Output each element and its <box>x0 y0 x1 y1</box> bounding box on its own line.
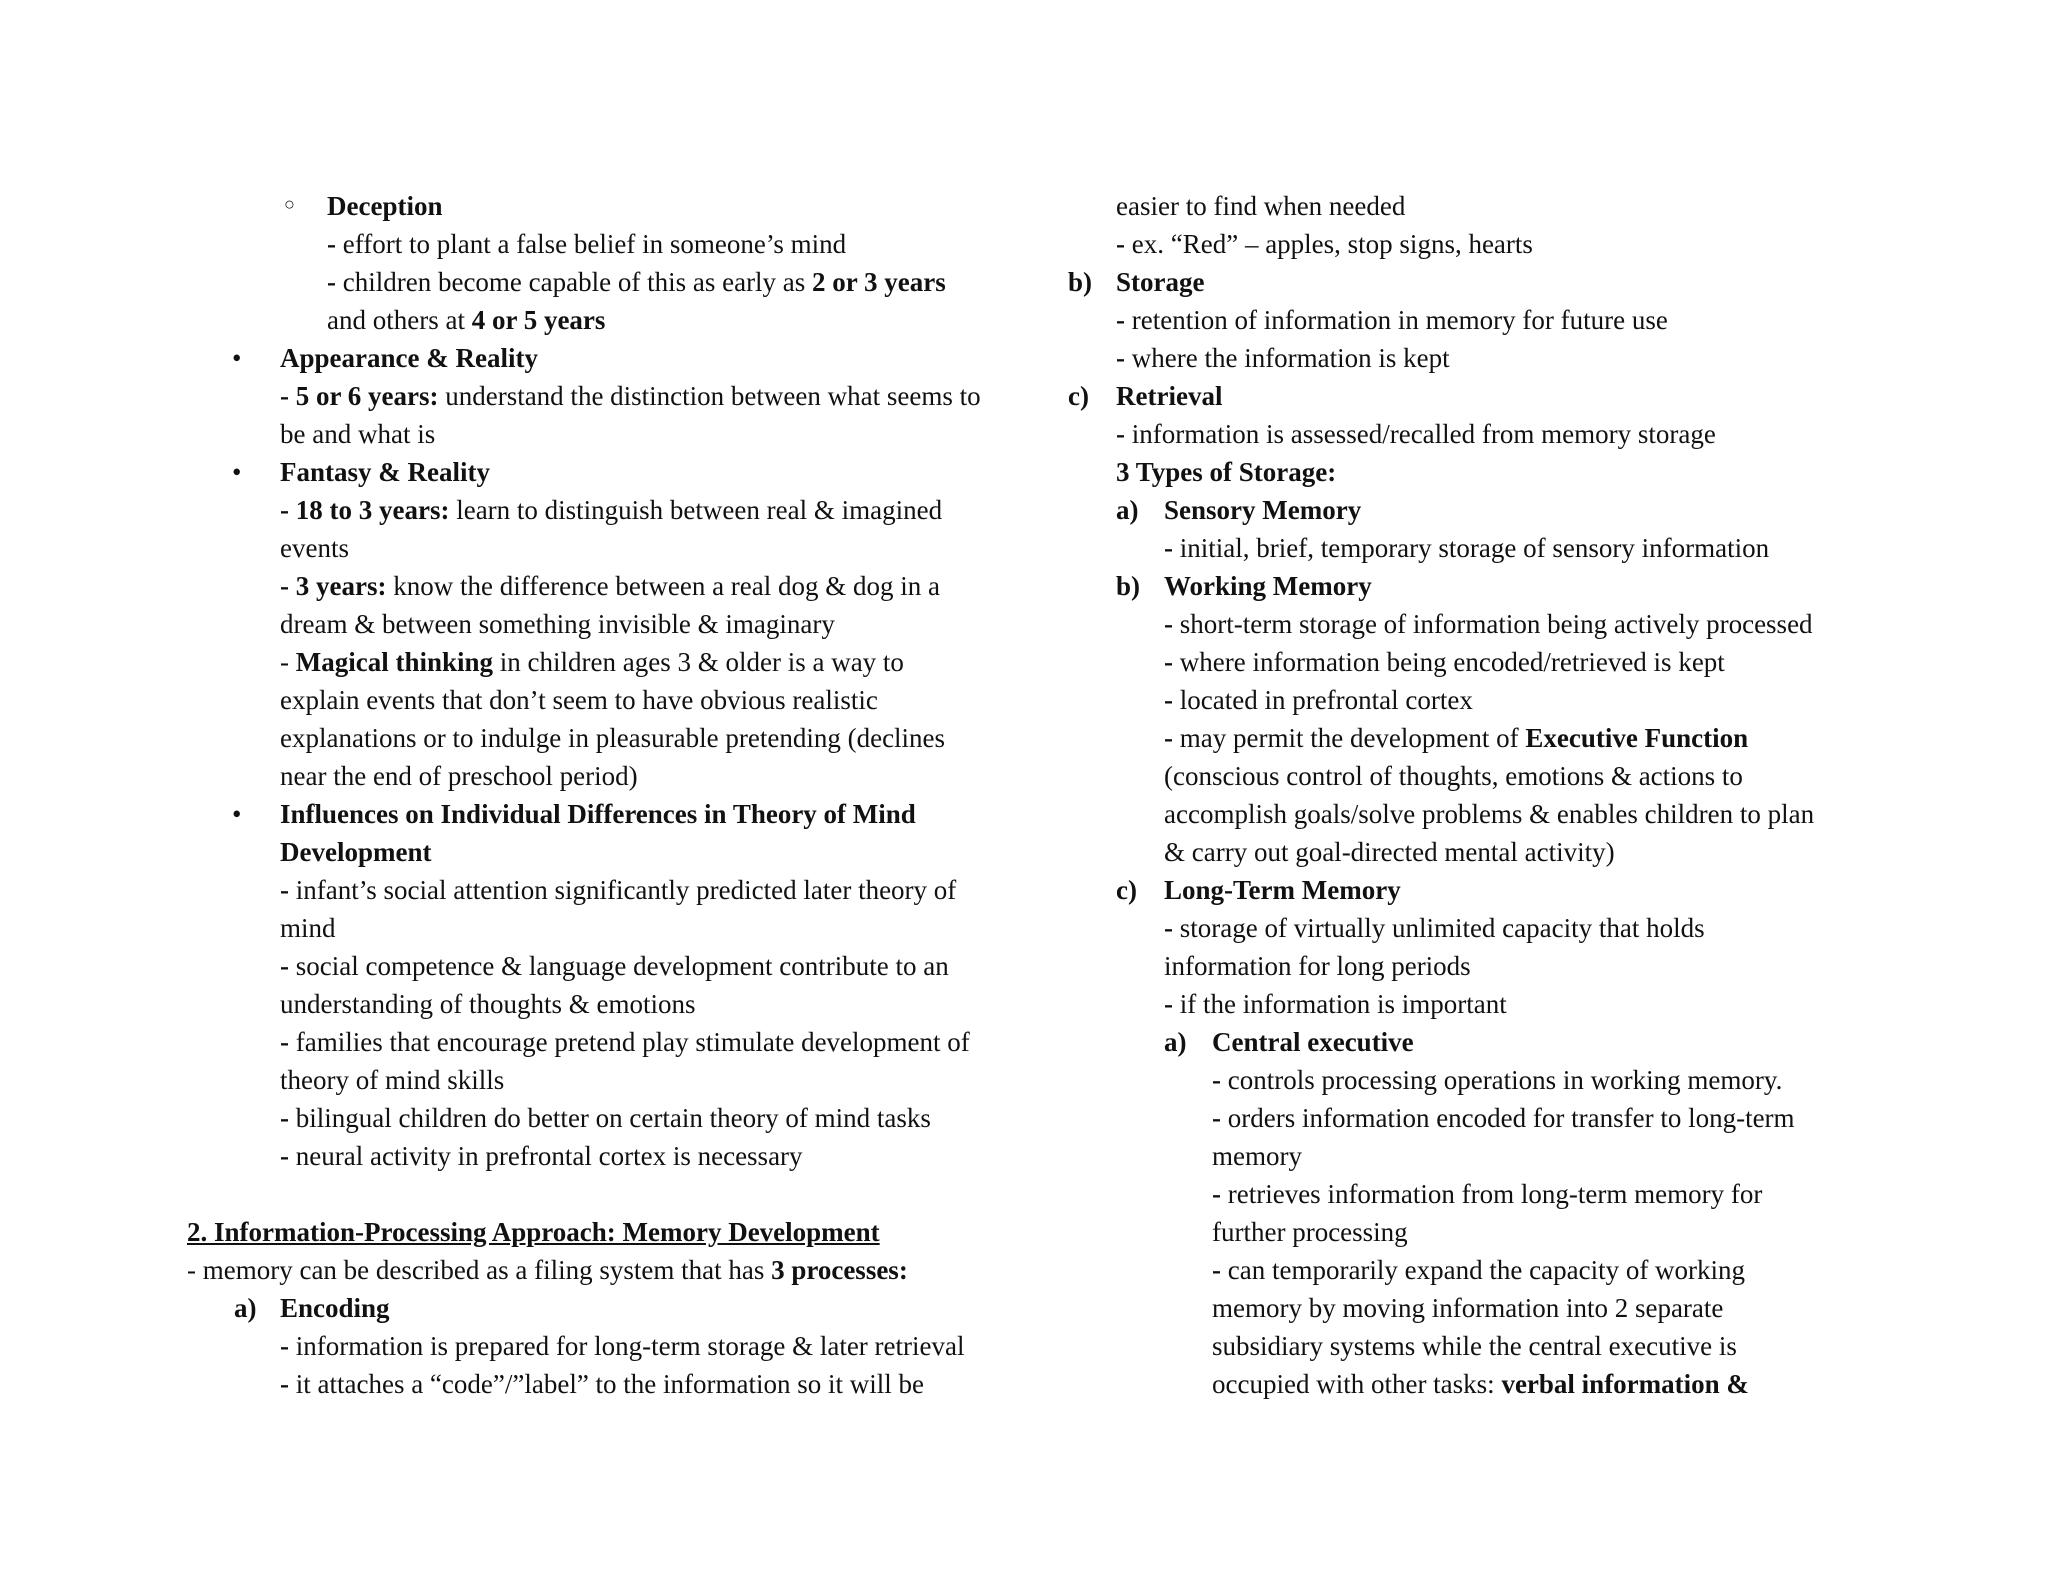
text-line <box>187 377 1037 415</box>
text-run: infant’s social attention significantly predicted later theory of <box>295 875 957 905</box>
line-text <box>280 719 1037 757</box>
text-run: theory of mind skills <box>280 1065 505 1095</box>
bold-run: Appearance & Reality <box>280 343 538 373</box>
text-line <box>1068 985 1898 1023</box>
text-line <box>1068 1099 1898 1137</box>
list-letter-marker: b) <box>1116 571 1141 601</box>
text-line <box>187 491 1037 529</box>
text-run: families that encourage pretend play stimulate development of <box>295 1027 970 1057</box>
line-text <box>1164 757 1898 795</box>
bold-run: - <box>1164 609 1180 639</box>
text-line <box>1068 833 1898 871</box>
line-text <box>1164 605 1898 643</box>
line-text <box>280 1137 1037 1175</box>
bold-run: - <box>280 1141 296 1171</box>
list-item <box>1068 567 1898 605</box>
text-run: explain events that don’t seem to have obvious realistic <box>280 685 878 715</box>
bold-run: verbal information & <box>1501 1369 1749 1399</box>
line-text <box>280 947 1037 985</box>
list-item <box>187 1289 1037 1327</box>
line-text <box>280 415 1037 453</box>
line-text <box>1116 263 1898 301</box>
bold-run: - <box>280 1103 296 1133</box>
bold-run: Fantasy & Reality <box>280 457 490 487</box>
line-text <box>1212 1023 1898 1061</box>
line-text <box>1164 529 1898 567</box>
line-text <box>280 1023 1037 1061</box>
bold-run: 2. Information-Processing Approach: Memory Development <box>187 1217 880 1247</box>
line-text <box>1164 947 1898 985</box>
text-run: (conscious control of thoughts, emotions & actions to <box>1164 761 1743 791</box>
bold-run: - <box>280 1369 296 1399</box>
line-text <box>187 1251 1037 1289</box>
line-text <box>1164 681 1898 719</box>
bold-run: - <box>1164 647 1180 677</box>
text-line <box>187 1327 1037 1365</box>
text-run: understanding of thoughts & emotions <box>280 989 696 1019</box>
list-item <box>187 187 1037 225</box>
text-run: storage of virtually unlimited capacity that holds <box>1179 913 1705 943</box>
text-line <box>1068 719 1898 757</box>
list-letter-marker: a) <box>1116 495 1139 525</box>
line-text <box>280 491 1037 529</box>
line-text <box>1164 833 1898 871</box>
text-run: & carry out goal-directed mental activity) <box>1164 837 1615 867</box>
line-text <box>280 605 1037 643</box>
line-text <box>1116 377 1898 415</box>
bold-run: - 3 years: <box>280 571 394 601</box>
text-line <box>1068 947 1898 985</box>
text-line <box>1068 909 1898 947</box>
line-text <box>280 833 1037 871</box>
text-line <box>187 1061 1037 1099</box>
line-text <box>280 871 1037 909</box>
bold-run: - <box>1116 419 1132 449</box>
text-line <box>1068 795 1898 833</box>
line-text <box>1116 339 1898 377</box>
list-item <box>187 453 1037 491</box>
right-column <box>1068 187 1898 1403</box>
text-run: events <box>280 533 349 563</box>
bold-run: - 18 to 3 years: <box>280 495 457 525</box>
bold-run: - <box>1212 1065 1228 1095</box>
line-text <box>327 263 1037 301</box>
bold-run: Working Memory <box>1164 571 1372 601</box>
list-letter-marker: a) <box>1164 1027 1187 1057</box>
list-letter-marker: a) <box>234 1293 257 1323</box>
text-line <box>187 681 1037 719</box>
line-text <box>280 681 1037 719</box>
line-text <box>1116 301 1898 339</box>
text-run: where information being encoded/retrieved is kept <box>1179 647 1725 677</box>
left-column <box>187 187 1037 1403</box>
line-text <box>280 1099 1037 1137</box>
line-text <box>327 225 1037 263</box>
text-line <box>1068 1137 1898 1175</box>
line-text <box>280 1327 1037 1365</box>
text-line <box>1068 681 1898 719</box>
bold-run: Central executive <box>1212 1027 1414 1057</box>
bold-run: - <box>1164 723 1180 753</box>
text-line <box>1068 605 1898 643</box>
bold-run: Encoding <box>280 1293 390 1323</box>
line-text <box>327 301 1037 339</box>
line-text <box>1212 1289 1898 1327</box>
line-text <box>280 567 1037 605</box>
bold-run: Executive Function <box>1525 723 1749 753</box>
text-line <box>187 301 1037 339</box>
bold-run: Deception <box>327 191 443 221</box>
text-run: know the difference between a real dog & dog in a <box>393 571 941 601</box>
bold-run: Sensory Memory <box>1164 495 1362 525</box>
line-text <box>280 1365 1037 1403</box>
bold-run: 3 Types of Storage: <box>1116 457 1337 487</box>
text-run: mind <box>280 913 336 943</box>
line-text <box>280 377 1037 415</box>
bold-run: Development <box>280 837 432 867</box>
text-line <box>187 1137 1037 1175</box>
text-line <box>187 757 1037 795</box>
bold-run: - <box>1116 305 1132 335</box>
text-line <box>187 1023 1037 1061</box>
bold-run: - <box>327 267 343 297</box>
bold-run: - 5 or 6 years: <box>280 381 446 411</box>
line-text <box>280 1289 1037 1327</box>
bold-run: - <box>1116 343 1132 373</box>
line-text <box>280 339 1037 377</box>
bold-run: - <box>280 951 296 981</box>
line-text <box>280 453 1037 491</box>
text-line <box>1068 529 1898 567</box>
text-line <box>187 1099 1037 1137</box>
bullet-icon: ○ <box>284 194 295 214</box>
text-run: - <box>280 647 296 677</box>
bold-run: 2 or 3 years <box>812 267 946 297</box>
text-line <box>1068 187 1898 225</box>
line-text <box>1212 1099 1898 1137</box>
text-line <box>1068 1289 1898 1327</box>
text-run: may permit the development of <box>1179 723 1526 753</box>
line-text <box>1116 225 1898 263</box>
text-run: neural activity in prefrontal cortex is necessary <box>295 1141 803 1171</box>
text-run: information is prepared for long-term storage & later retrieval <box>295 1331 965 1361</box>
text-line <box>187 871 1037 909</box>
line-text <box>1212 1061 1898 1099</box>
list-letter-marker: b) <box>1068 267 1093 297</box>
text-run: retention of information in memory for future use <box>1131 305 1668 335</box>
bold-run: - <box>280 1027 296 1057</box>
bold-run: 4 or 5 years <box>471 305 606 335</box>
text-run: in children ages 3 & older is a way to <box>493 647 904 677</box>
line-text <box>1164 795 1898 833</box>
text-run: further processing <box>1212 1217 1408 1247</box>
text-line <box>187 833 1037 871</box>
text-line <box>187 567 1037 605</box>
text-run: information for long periods <box>1164 951 1471 981</box>
line-text <box>280 985 1037 1023</box>
list-item <box>187 795 1037 833</box>
bold-run: - <box>1164 989 1180 1019</box>
text-line <box>1068 1175 1898 1213</box>
text-line <box>187 1251 1037 1289</box>
text-run: controls processing operations in working memory. <box>1227 1065 1783 1095</box>
text-run: subsidiary systems while the central executive is <box>1212 1331 1737 1361</box>
text-run: explanations or to indulge in pleasurable pretending (declines <box>280 723 946 753</box>
line-text <box>1116 415 1898 453</box>
line-text <box>1212 1175 1898 1213</box>
bullet-icon: • <box>232 343 242 373</box>
text-line <box>187 643 1037 681</box>
text-line <box>187 719 1037 757</box>
bold-run: - <box>1164 913 1180 943</box>
text-line <box>1068 339 1898 377</box>
bold-run: - <box>1116 229 1132 259</box>
line-text <box>280 757 1037 795</box>
bold-run: Retrieval <box>1116 381 1223 411</box>
text-line <box>1068 301 1898 339</box>
text-line <box>187 909 1037 947</box>
bold-run: - <box>1212 1255 1228 1285</box>
text-run: be and what is <box>280 419 436 449</box>
line-text <box>327 187 1037 225</box>
bold-run: 3 processes: <box>771 1255 908 1285</box>
text-line <box>1068 643 1898 681</box>
text-line <box>187 263 1037 301</box>
text-run: social competence & language development contribute to an <box>295 951 949 981</box>
line-text <box>1164 567 1898 605</box>
line-text <box>280 643 1037 681</box>
line-text <box>1164 985 1898 1023</box>
text-line <box>187 947 1037 985</box>
text-line <box>1068 1365 1898 1403</box>
bold-run: Influences on Individual Differences in Theory of Mind <box>280 799 916 829</box>
text-run: short-term storage of information being actively processed <box>1179 609 1813 639</box>
text-run: understand the distinction between what seems to <box>445 381 981 411</box>
list-item <box>1068 263 1898 301</box>
text-run: near the end of preschool period) <box>280 761 638 791</box>
line-text <box>280 529 1037 567</box>
text-run: - memory can be described as a filing system that has <box>187 1255 772 1285</box>
text-line <box>187 1365 1037 1403</box>
list-letter-marker: c) <box>1116 875 1137 905</box>
text-line <box>1068 757 1898 795</box>
line-text <box>1212 1365 1898 1403</box>
list-item <box>1068 377 1898 415</box>
text-line <box>187 605 1037 643</box>
list-item <box>1068 1023 1898 1061</box>
text-run: occupied with other tasks: <box>1212 1369 1502 1399</box>
bold-run: - <box>327 229 343 259</box>
bold-run: - <box>1212 1179 1228 1209</box>
bold-run: - <box>1212 1103 1228 1133</box>
bullet-icon: • <box>232 799 242 829</box>
text-line <box>187 225 1037 263</box>
text-line <box>1068 1213 1898 1251</box>
bullet-icon: • <box>232 457 242 487</box>
text-line <box>1068 1061 1898 1099</box>
list-item <box>1068 491 1898 529</box>
text-run: memory <box>1212 1141 1302 1171</box>
list-item <box>1068 871 1898 909</box>
text-run: effort to plant a false belief in someone’s mind <box>342 229 847 259</box>
bold-run: Storage <box>1116 267 1205 297</box>
text-run: and others at <box>327 305 472 335</box>
text-run: bilingual children do better on certain theory of mind tasks <box>295 1103 931 1133</box>
text-line <box>1068 415 1898 453</box>
text-run: dream & between something invisible & imaginary <box>280 609 835 639</box>
text-run: learn to distinguish between real & imagined <box>456 495 943 525</box>
line-text <box>1212 1251 1898 1289</box>
list-item <box>187 339 1037 377</box>
line-text <box>1164 491 1898 529</box>
section-heading <box>187 1213 1037 1251</box>
text-run: where the information is kept <box>1131 343 1450 373</box>
text-line <box>1068 1327 1898 1365</box>
line-text <box>1164 643 1898 681</box>
line-text <box>1212 1213 1898 1251</box>
list-letter-marker: c) <box>1068 381 1089 411</box>
text-run: memory by moving information into 2 separate <box>1212 1293 1724 1323</box>
line-text <box>1164 871 1898 909</box>
bold-run: Long-Term Memory <box>1164 875 1401 905</box>
bold-run: - <box>280 875 296 905</box>
line-text <box>280 909 1037 947</box>
bold-run: - <box>1164 685 1180 715</box>
text-line <box>1068 453 1898 491</box>
text-run: located in prefrontal cortex <box>1179 685 1473 715</box>
line-text <box>1164 719 1898 757</box>
line-text <box>1116 187 1898 225</box>
text-line <box>187 415 1037 453</box>
text-run: orders information encoded for transfer to long-term <box>1227 1103 1795 1133</box>
line-text <box>1116 453 1898 491</box>
text-line <box>187 985 1037 1023</box>
text-line <box>1068 1251 1898 1289</box>
text-line <box>1068 225 1898 263</box>
text-run: if the information is important <box>1179 989 1507 1019</box>
text-run: information is assessed/recalled from memory storage <box>1131 419 1716 449</box>
bold-run: - <box>280 1331 296 1361</box>
line-text <box>1212 1137 1898 1175</box>
text-line <box>187 529 1037 567</box>
line-text <box>280 1061 1037 1099</box>
text-run: initial, brief, temporary storage of sensory information <box>1179 533 1770 563</box>
text-run: easier to find when needed <box>1116 191 1406 221</box>
bold-run: - <box>1164 533 1180 563</box>
text-run: can temporarily expand the capacity of working <box>1227 1255 1746 1285</box>
text-run: ex. “Red” – apples, stop signs, hearts <box>1131 229 1533 259</box>
line-text <box>187 1213 1037 1251</box>
line-text <box>1164 909 1898 947</box>
text-run: it attaches a “code”/”label” to the information so it will be <box>295 1369 925 1399</box>
text-run: accomplish goals/solve problems & enables children to plan <box>1164 799 1815 829</box>
text-run: children become capable of this as early as <box>342 267 813 297</box>
text-run: retrieves information from long-term memory for <box>1227 1179 1763 1209</box>
bold-run: Magical thinking <box>295 647 494 677</box>
line-text <box>1212 1327 1898 1365</box>
line-text <box>280 795 1037 833</box>
blank-line <box>187 1175 1037 1213</box>
